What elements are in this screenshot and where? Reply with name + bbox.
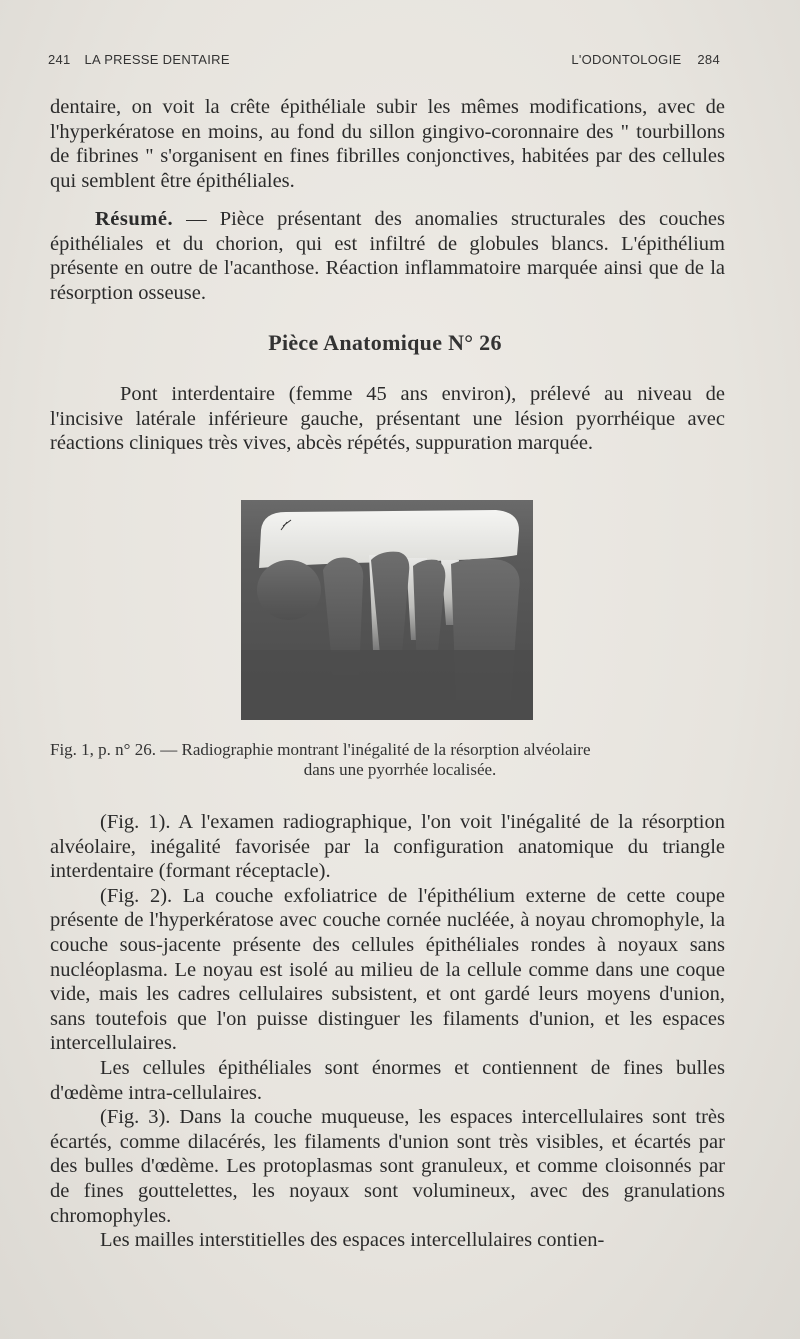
resume-text: — Pièce présentant des anomalies structurales des couches épithéliales et du chorion, qui est infiltré de globules blancs. L'épithélium présente en outre de l'acanthose. Réaction inflammatoire marquée ainsi que de la résorption osseuse. <box>50 208 725 304</box>
paragraph-continuation: dentaire, on voit la crête épithéliale subir les mêmes modifications, avec de l'hyperkératose en moins, au fond du sillon gingivo-coronnaire des " tourbillons de fibrines " s'organisent en fines fibrilles conjonctives, habitées par des cellules qui semblent être épithéliales. <box>50 96 725 192</box>
left-journal-title: LA PRESSE DENTAIRE <box>84 52 230 67</box>
running-head-right <box>559 52 720 67</box>
right-page-number: 284 <box>697 52 720 67</box>
body-paragraph: Les cellules épithéliales sont énormes et contiennent de fines bulles d'œdème intra-cellulaires. <box>50 1056 725 1104</box>
body-paragraphs <box>50 810 725 1253</box>
right-journal-title: L'ODONTOLOGIE <box>571 52 682 67</box>
radiograph-image <box>241 500 533 720</box>
body-paragraph: (Fig. 3). Dans la couche muqueuse, les espaces intercellulaires sont très écartés, comme dilacérés, les filaments d'union sont très visibles, et écartés par des bulles d'œdème. Les protoplasmas sont granuleux, et comme cloisonnés par de fines gouttelettes, les noyaux sont volumineux, avec des granulations chromophyles. <box>50 1106 725 1227</box>
body-paragraph: (Fig. 1). A l'examen radiographique, l'on voit l'inégalité de la résorption alvéolaire, inégalité favorisée par la configuration anatomique du triangle interdentaire (formant réceptacle). <box>50 811 725 883</box>
resume-label: Résumé. <box>95 208 174 230</box>
body-paragraph: (Fig. 2). La couche exfoliatrice de l'épithélium externe de cette coupe présente de l'hyperkératose avec couche cornée nucléée, à noyau chromophyle, la couche sous-jacente présente des cellules épithéliales rondes à noyaux sans nucléoplasma. Le noyau est isolé au milieu de la cellule comme dans une coque vide, mais les cadres cellulaires subsistent, et ont gardé leurs moyens d'union, sans toutefois que l'on puisse distinguer les filaments d'union, et les espaces intercellulaires. <box>50 884 725 1055</box>
figure-caption <box>50 740 725 780</box>
caption-line-1: Fig. 1, p. n° 26. — Radiographie montrant l'inégalité de la résorption alvéolaire <box>50 740 591 759</box>
running-head-left <box>48 52 240 67</box>
radiograph-figure <box>241 500 533 720</box>
body-paragraph: Les mailles interstitielles des espaces intercellulaires contien- <box>100 1229 605 1252</box>
specimen-description: Pont interdentaire (femme 45 ans environ), prélevé au niveau de l'incisive latérale inférieure gauche, présentant une lésion pyorrhéique avec réactions cliniques très vives, abcès répétés, suppuration marquée. <box>50 383 725 455</box>
section-heading: Pièce Anatomique N° 26 <box>268 330 502 355</box>
left-page-number: 241 <box>48 52 71 67</box>
running-head <box>48 52 720 70</box>
caption-line-2: dans une pyorrhée localisée. <box>303 760 497 779</box>
resume-paragraph <box>50 207 725 305</box>
